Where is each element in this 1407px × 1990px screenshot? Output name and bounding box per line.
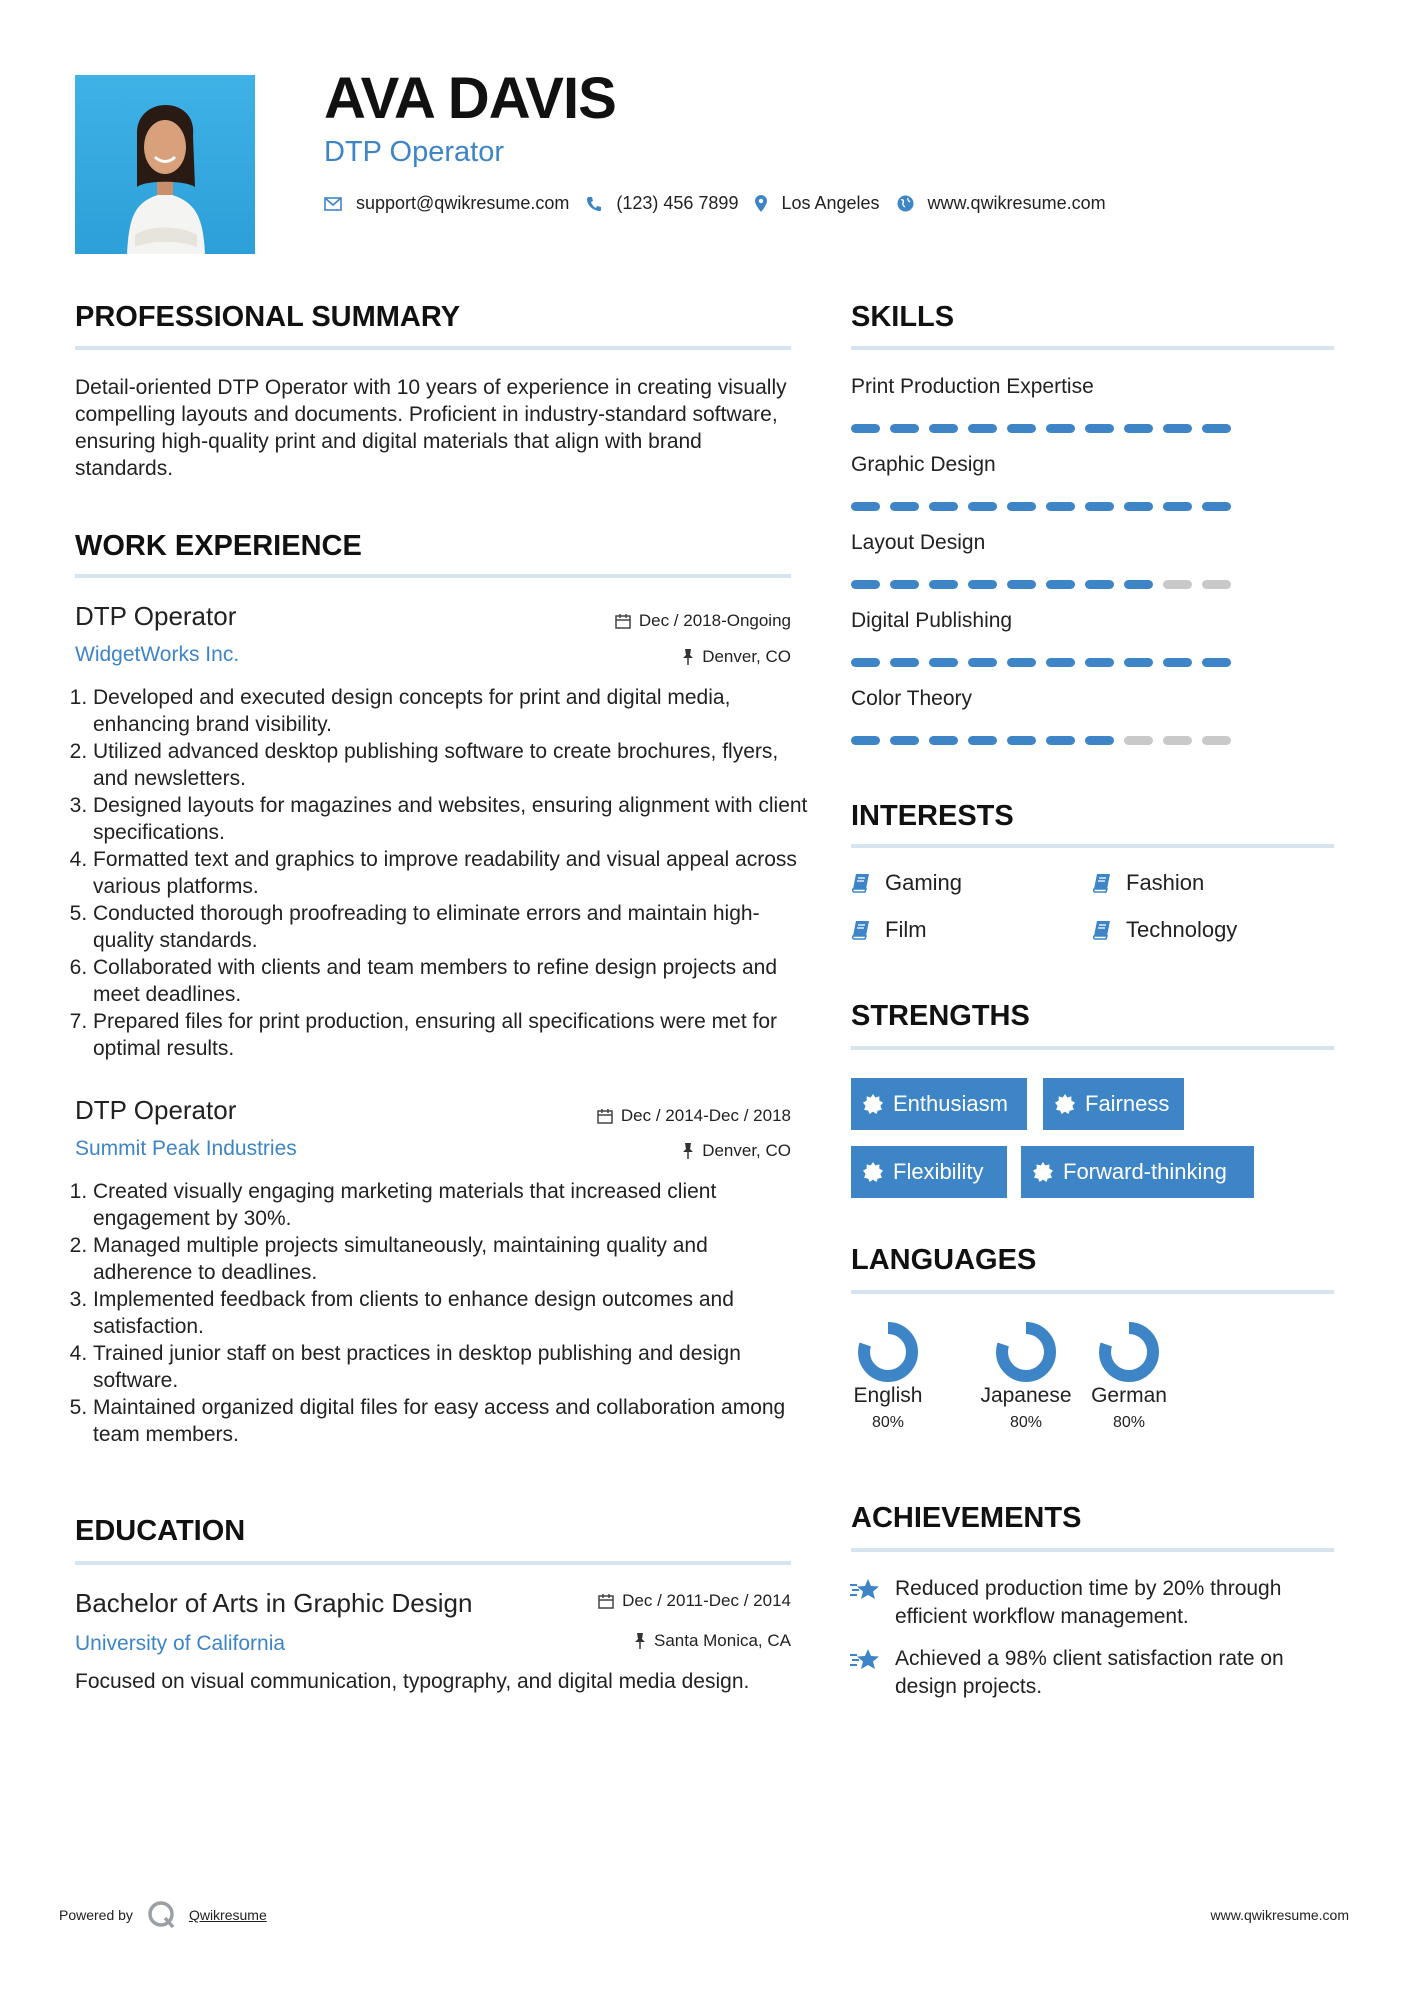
skill-level-segment [1202, 424, 1231, 433]
skill-level-segment [1202, 580, 1231, 589]
language-item [836, 1320, 940, 1432]
interest-item [851, 917, 927, 943]
interest-label: Fashion [1126, 870, 1205, 895]
skills-divider [851, 346, 1334, 350]
skill-level-segment [1046, 502, 1075, 511]
skill-level-segment [1085, 502, 1114, 511]
calendar-icon [597, 1108, 613, 1124]
interest-item [1092, 870, 1204, 896]
strength-tag [1043, 1078, 1184, 1130]
language-progress-arc [1105, 1328, 1153, 1376]
language-name: Japanese [980, 1384, 1072, 1407]
summary-text: Detail-oriented DTP Operator with 10 years of experience in creating visually compelling layouts and documents. Proficient in industry-standard software, ensuring high-quality print and digital materials that align with brand standards. [75, 376, 787, 480]
strength-tag [1021, 1146, 1254, 1198]
footer-website[interactable]: www.qwikresume.com [1210, 1907, 1349, 1923]
job-dates-text: Dec / 2018-Ongoing [638, 611, 791, 630]
skill-name: Layout Design [851, 531, 986, 554]
skill-level-segment [1007, 658, 1036, 667]
shooting-star-icon [849, 1577, 881, 1603]
contact-email[interactable] [324, 193, 569, 214]
book-icon [851, 873, 871, 893]
badge-star-icon [1055, 1094, 1075, 1114]
job-responsibilities [75, 1178, 809, 1448]
responsibility-item: 5. Conducted thorough proofreading to eliminate errors and maintain high-quality standards. [93, 900, 809, 954]
skill-level-segment [929, 736, 958, 745]
profile-photo [75, 75, 255, 254]
skill-level-segment [890, 580, 919, 589]
responsibility-item: 1. Developed and executed design concepts for print and digital media, enhancing brand visibility. [93, 684, 809, 738]
powered-by-text: Powered by [59, 1907, 133, 1923]
skill-level-segment [1202, 502, 1231, 511]
responsibility-item: 5. Maintained organized digital files for easy access and collaboration among team members. [93, 1394, 809, 1448]
pushpin-icon [682, 649, 694, 665]
languages-heading: LANGUAGES [851, 1244, 1037, 1276]
responsibility-item: 3. Designed layouts for magazines and websites, ensuring alignment with client specifications. [93, 792, 809, 846]
skill-level-segment [968, 424, 997, 433]
strength-label: Forward-thinking [1063, 1159, 1227, 1184]
skill-level-segment [968, 580, 997, 589]
responsibility-item: 4. Formatted text and graphics to improve readability and visual appeal across various platforms. [93, 846, 809, 900]
language-percent: 80% [1112, 1414, 1146, 1431]
pushpin-icon [682, 1143, 694, 1159]
skill-level-bar [851, 658, 1231, 667]
job-dates-text: Dec / 2014-Dec / 2018 [620, 1106, 791, 1125]
interest-item [851, 870, 962, 896]
interests-heading: INTERESTS [851, 800, 1014, 832]
envelope-icon [324, 197, 342, 211]
skill-level-segment [1046, 580, 1075, 589]
qwikresume-logo-icon [147, 1900, 177, 1930]
skill-level-segment [1046, 424, 1075, 433]
book-icon [1092, 873, 1112, 893]
globe-icon [897, 195, 914, 212]
achievement-item [849, 1575, 1334, 1631]
phone-icon [586, 196, 602, 212]
language-percent: 80% [1009, 1414, 1043, 1431]
language-item [964, 1320, 1088, 1432]
education-description: Focused on visual communication, typography, and digital media design. [75, 1670, 750, 1693]
responsibility-item: 1. Created visually engaging marketing materials that increased client engagement by 30%. [93, 1178, 809, 1232]
education-location [634, 1632, 791, 1649]
skill-level-segment [1124, 424, 1153, 433]
badge-star-icon [863, 1162, 883, 1182]
summary-divider [75, 346, 791, 350]
skill-level-segment [1163, 736, 1192, 745]
skill-level-segment [1046, 658, 1075, 667]
skill-level-segment [1202, 658, 1231, 667]
interest-item [1092, 917, 1237, 943]
contact-bar [324, 193, 1123, 214]
skill-level-segment [968, 736, 997, 745]
email-text: support@qwikresume.com [356, 193, 570, 213]
skill-level-segment [1163, 658, 1192, 667]
skill-name: Graphic Design [851, 453, 996, 476]
skill-level-segment [851, 502, 880, 511]
contact-location [755, 193, 879, 214]
language-percent: 80% [871, 1414, 905, 1431]
skill-level-segment [851, 580, 880, 589]
strength-label: Flexibility [893, 1159, 984, 1184]
book-icon [851, 920, 871, 940]
skill-level-bar [851, 424, 1231, 433]
interest-label: Gaming [885, 870, 963, 895]
skill-level-segment [1124, 502, 1153, 511]
achievement-text: Reduced production time by 20% through efficient workflow management. [895, 1577, 1282, 1628]
skill-level-segment [968, 658, 997, 667]
job-title: DTP Operator [75, 1095, 237, 1125]
strength-label: Fairness [1085, 1091, 1170, 1116]
skill-level-segment [968, 502, 997, 511]
job-dates [615, 612, 791, 629]
skill-level-segment [1163, 502, 1192, 511]
education-divider [75, 1561, 791, 1565]
education-location-text: Santa Monica, CA [653, 1631, 791, 1650]
skill-level-segment [1085, 736, 1114, 745]
job-title: DTP Operator [75, 601, 237, 631]
skill-level-segment [1046, 736, 1075, 745]
skill-level-segment [890, 658, 919, 667]
candidate-title: DTP Operator [324, 136, 504, 168]
responsibility-item: 7. Prepared files for print production, ensuring all specifications were met for optimal results. [93, 1008, 809, 1062]
skill-level-segment [1007, 736, 1036, 745]
job-dates [597, 1107, 791, 1124]
achievement-text: Achieved a 98% client satisfaction rate on design projects. [895, 1647, 1284, 1698]
skill-level-segment [1163, 424, 1192, 433]
responsibility-item: 2. Managed multiple projects simultaneously, maintaining quality and adherence to deadlines. [93, 1232, 809, 1286]
achievements-heading: ACHIEVEMENTS [851, 1502, 1082, 1534]
interests-divider [851, 844, 1334, 848]
skill-name: Digital Publishing [851, 609, 1013, 632]
job-location [682, 648, 791, 665]
language-progress-ring [1097, 1320, 1161, 1384]
language-progress-ring [856, 1320, 920, 1384]
language-progress-arc [864, 1328, 912, 1376]
job-location-text: Denver, CO [702, 1141, 791, 1160]
book-icon [1092, 920, 1112, 940]
education-heading: EDUCATION [75, 1515, 246, 1547]
skill-level-segment [929, 580, 958, 589]
badge-star-icon [863, 1094, 883, 1114]
strengths-heading: STRENGTHS [851, 1000, 1030, 1032]
job-location-text: Denver, CO [702, 647, 791, 666]
skill-level-segment [890, 424, 919, 433]
skill-level-bar [851, 502, 1231, 511]
education-dates [598, 1592, 791, 1609]
skill-name: Print Production Expertise [851, 375, 1094, 398]
skill-level-segment [1085, 580, 1114, 589]
job-company: WidgetWorks Inc. [75, 643, 240, 666]
phone-text: (123) 456 7899 [616, 193, 739, 213]
responsibility-item: 6. Collaborated with clients and team members to refine design projects and meet deadlines. [93, 954, 809, 1008]
skill-level-segment [851, 658, 880, 667]
skill-level-segment [929, 502, 958, 511]
skill-level-bar [851, 736, 1231, 745]
shooting-star-icon [849, 1647, 881, 1673]
contact-phone[interactable] [586, 193, 738, 214]
footer-powered-by [59, 1900, 267, 1930]
skill-level-segment [1085, 424, 1114, 433]
school-name: University of California [75, 1632, 286, 1655]
skill-level-segment [1007, 580, 1036, 589]
map-pin-icon [755, 195, 767, 212]
skill-level-segment [929, 424, 958, 433]
skill-level-segment [890, 736, 919, 745]
skill-level-segment [1124, 736, 1153, 745]
pushpin-icon [634, 1633, 646, 1649]
strength-label: Enthusiasm [893, 1091, 1008, 1116]
calendar-icon [598, 1593, 614, 1609]
skill-level-segment [851, 424, 880, 433]
language-progress-arc [1002, 1328, 1050, 1376]
summary-heading: PROFESSIONAL SUMMARY [75, 301, 461, 333]
job-responsibilities [75, 684, 809, 1062]
skill-level-segment [1007, 502, 1036, 511]
skill-level-segment [1007, 424, 1036, 433]
language-item [1077, 1320, 1181, 1432]
experience-heading: WORK EXPERIENCE [75, 530, 362, 562]
education-dates-text: Dec / 2011-Dec / 2014 [622, 1591, 791, 1610]
responsibility-item: 4. Trained junior staff on best practices in desktop publishing and design software. [93, 1340, 809, 1394]
skill-level-segment [1124, 580, 1153, 589]
experience-divider [75, 574, 791, 578]
skill-level-segment [851, 736, 880, 745]
skill-level-segment [1163, 580, 1192, 589]
skill-level-segment [1085, 658, 1114, 667]
job-company: Summit Peak Industries [75, 1137, 297, 1160]
skill-level-segment [890, 502, 919, 511]
skills-heading: SKILLS [851, 301, 955, 333]
skill-name: Color Theory [851, 687, 972, 710]
strength-tag [851, 1146, 1007, 1198]
language-name: English [853, 1384, 923, 1407]
skill-level-segment [1124, 658, 1153, 667]
skill-level-segment [929, 658, 958, 667]
contact-website[interactable] [897, 193, 1106, 214]
skill-level-segment [1202, 736, 1231, 745]
website-text: www.qwikresume.com [927, 193, 1106, 213]
badge-star-icon [1033, 1162, 1053, 1182]
qwikresume-link[interactable]: Qwikresume [188, 1907, 267, 1923]
language-progress-ring [994, 1320, 1058, 1384]
language-name: German [1091, 1384, 1167, 1407]
achievement-item [849, 1645, 1334, 1701]
interest-label: Film [885, 917, 927, 942]
strengths-divider [851, 1046, 1334, 1050]
achievements-divider [851, 1548, 1334, 1552]
job-location [682, 1142, 791, 1159]
candidate-name: AVA DAVIS [324, 66, 616, 131]
languages-divider [851, 1290, 1334, 1294]
location-text: Los Angeles [781, 193, 880, 213]
degree-title: Bachelor of Arts in Graphic Design [75, 1588, 473, 1618]
calendar-icon [615, 613, 631, 629]
responsibility-item: 2. Utilized advanced desktop publishing software to create brochures, flyers, and newsletters. [93, 738, 809, 792]
interest-label: Technology [1126, 917, 1238, 942]
responsibility-item: 3. Implemented feedback from clients to enhance design outcomes and satisfaction. [93, 1286, 809, 1340]
strength-tag [851, 1078, 1027, 1130]
skill-level-bar [851, 580, 1231, 589]
